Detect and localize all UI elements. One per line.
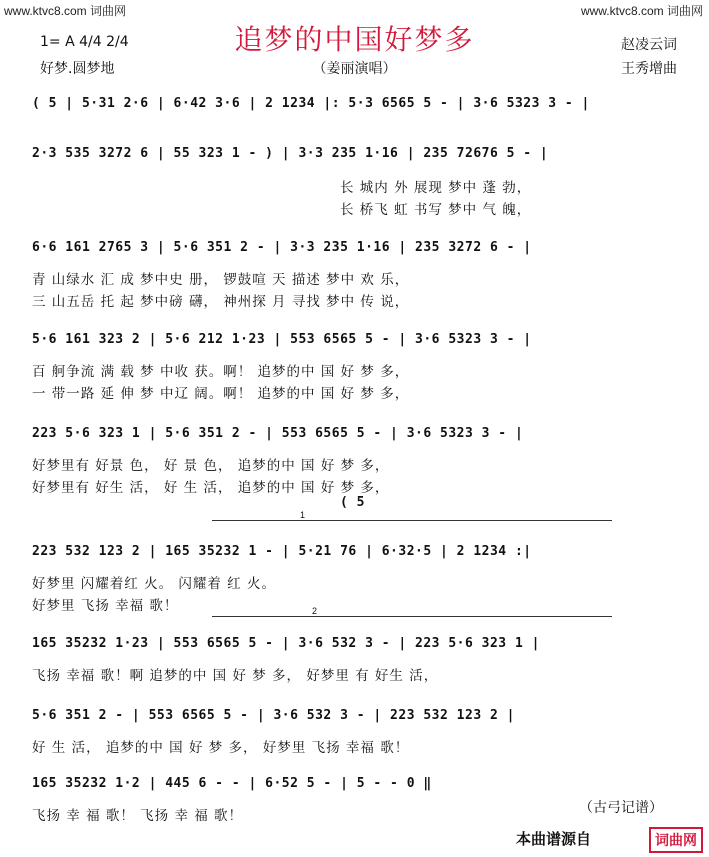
- staff-row-5-lyric-2: 好梦里有 好生 活， 好 生 活， 追梦的中 国 好 梦 多，: [32, 480, 390, 496]
- staff-row-7-lyric-1: 飞扬 幸福 歌！啊 追梦的中 国 好 梦 多， 好梦里 有 好生 活，: [32, 668, 439, 684]
- source-label: 本曲谱源自: [515, 830, 591, 848]
- staff-row-9-lyric-1: 飞扬 幸 福 歌！ 飞扬 幸 福 歌！: [32, 808, 244, 824]
- key-signature: 1= A 4/4 2/4: [40, 34, 129, 50]
- staff-row-5-notes: 223 5·6 323 1 | 5·6 351 2 - | 553 6565 5 - | 3·6 5323 3 - |: [32, 426, 524, 441]
- staff-row-4-notes: 5·6 161 323 2 | 5·6 212 1·23 | 553 6565 5 - | 3·6 5323 3 - |: [32, 332, 532, 347]
- composer-credit: 王秀增曲: [621, 61, 677, 77]
- staff-row-5-lyric-1: 好梦里有 好景 色， 好 景 色， 追梦的中 国 好 梦 多，: [32, 458, 390, 474]
- staff-row-6-lyric-1: 好梦里 闪耀着红 火。 闪耀着 红 火。: [32, 576, 276, 592]
- staff-row-1-notes: ( 5 | 5·31 2·6 | 6·42 3·6 | 2 1234 |: 5·3 6565 5 - | 3·6 5323 3 - |: [32, 96, 590, 111]
- transcriber-credit: （古弓记谱）: [579, 800, 663, 816]
- first-ending-bracket: [212, 520, 612, 521]
- staff-row-2-lyric-1: 长 城内 外 展现 梦中 蓬 勃，: [340, 180, 532, 196]
- staff-row-3-lyric-2: 三 山五岳 托 起 梦中磅 礴， 神州探 月 寻找 梦中 传 说，: [32, 294, 410, 310]
- staff-row-2-notes: 2·3 535 3272 6 | 55 323 1 - ) | 3·3 235 1·16 | 235 72676 5 - |: [32, 146, 549, 161]
- staff-row-3-notes: 6·6 161 2765 3 | 5·6 351 2 - | 3·3 235 1·16 | 235 3272 6 - |: [32, 240, 532, 255]
- site-url-left: www.ktvc8.com 词曲网: [4, 4, 127, 18]
- second-ending-number: 2: [312, 606, 318, 616]
- mode-note: 好梦.圆梦地: [40, 61, 115, 77]
- staff-row-6-notes: 223 532 123 2 | 165 35232 1 - | 5·21 76 | 6·32·5 | 2 1234 :|: [32, 544, 532, 559]
- second-ending-bracket: [212, 616, 612, 617]
- lyricist-credit: 赵凌云词: [621, 37, 677, 53]
- song-title: 追梦的中国好梦多: [234, 23, 475, 56]
- singer-credit: （姜丽演唱）: [312, 61, 397, 77]
- staff-row-7-notes: 165 35232 1·23 | 553 6565 5 - | 3·6 532 3 - | 223 5·6 323 1 |: [32, 636, 540, 651]
- brand-logo: 词曲网: [649, 827, 703, 853]
- staff-row-8-notes: 5·6 351 2 - | 553 6565 5 - | 3·6 532 3 - | 223 532 123 2 |: [32, 708, 515, 723]
- first-ending-number: 1: [300, 510, 306, 520]
- pickup-note: ( 5: [340, 495, 365, 510]
- site-url-right: www.ktvc8.com 词曲网: [580, 4, 703, 18]
- staff-row-8-lyric-1: 好 生 活， 追梦的中 国 好 梦 多， 好梦里 飞扬 幸福 歌！: [32, 740, 410, 756]
- staff-row-4-lyric-2: 一 带一路 延 伸 梦 中辽 阔。啊！ 追梦的中 国 好 梦 多，: [32, 386, 410, 402]
- staff-row-6-lyric-2: 好梦里 飞扬 幸福 歌！: [32, 598, 179, 614]
- staff-row-2-lyric-2: 长 桥飞 虹 书写 梦中 气 魄，: [340, 202, 532, 218]
- staff-row-9-notes: 165 35232 1·2 | 445 6 - - | 6·52 5 - | 5 - - 0 ‖: [32, 776, 432, 791]
- staff-row-3-lyric-1: 青 山绿水 汇 成 梦中史 册， 锣鼓喧 天 描述 梦中 欢 乐，: [32, 272, 410, 288]
- staff-row-4-lyric-1: 百 舸争流 满 载 梦 中收 获。啊！ 追梦的中 国 好 梦 多，: [32, 364, 410, 380]
